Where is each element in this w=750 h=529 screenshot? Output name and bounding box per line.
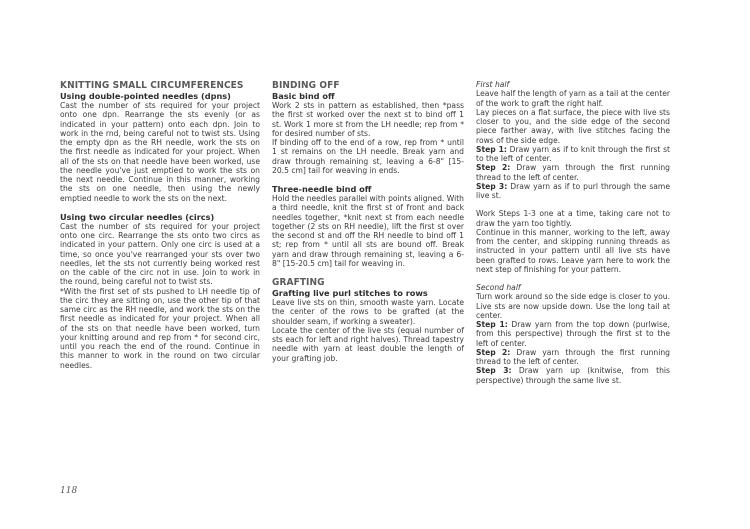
label-first-half: First half [476,80,510,89]
paragraph-grafting-1: Leave live sts on thin, smooth waste yarn. Locate the center of the rows to be grafted (at the shoulder seam, if working a sweater). [272,298,464,326]
label-second-half: Second half [476,283,521,292]
paragraph-circs-1: Cast the number of sts required for your project onto one circ. Rearrange the sts onto two circs as indicated in your pattern. Only one circ is used at a time, so once you've rearranged your sts over two needles, let the sts not currently being worked rest on the cable of the circ not in use. Join to work in the round, being careful not to twist sts. [60,221,260,287]
step-1-first-half [476,145,670,164]
step-1-second-half [476,320,670,348]
step-text: Draw yarn as if to knit through the first st to the left of center. [476,144,671,163]
section-title-grafting: GRAFTING [272,277,325,288]
step-label: Step 2: [476,347,511,357]
subheading-three-needle: Three-needle bind off [272,184,372,194]
paragraph-basic-bind-off-2: If binding off to the end of a row, rep from * until 1 st remains on the LH needle. Break yarn and draw through remaining st, leaving a 6-8" [15-20.5 cm] tail for weaving in ends. [272,138,464,175]
paragraph-first-half-2: Lay pieces on a flat surface, the piece with live sts closer to you, and the side edge of the second piece farther away, with live stitches facing the rows of the side edge. [476,107,670,145]
step-text: Draw yarn through the first running thread to the left of center. [476,163,670,182]
step-text: Draw yarn through the first running thread to the left of center. [476,347,670,366]
paragraph-repeat-1: Work Steps 1-3 one at a time, taking care not to draw the yarn too tightly. [476,209,670,228]
step-label: Step 3: [476,181,508,191]
paragraph-repeat-2: Continue in this manner, working to the left, away from the center, and skipping running threads as instructed in your pattern until all live sts have been grafted to rows. Leave yarn here to work the next step of finishing for your pattern. [476,227,670,274]
step-text: Draw yarn from the top down (purlwise, from this perspective) through the first st to the left of center. [476,320,670,348]
step-text: Draw yarn up (knitwise, from this perspective) through the same live st. [476,366,670,385]
paragraph-circs-2: *With the first set of sts pushed to LH needle tip of the circ they are sitting on, use the other tip of that same circ as the RH needle, and work the sts on the first needle as indicated for your project. When all of the sts on that needle have been worked, turn your knitting around and rep from * for second circ, until you reach the end of the round. Continue in this manner to work in the round on two circular needles. [60,286,260,370]
step-2-second-half [476,348,670,367]
step-label: Step 2: [476,163,511,173]
step-text: Draw yarn as if to purl through the same live st. [476,181,670,200]
step-label: Step 1: [476,144,507,154]
paragraph-basic-bind-off-1: Work 2 sts in pattern as established, then *pass the first st worked over the next st to bind off 1 st. Work 1 more st from the LH needle; rep from * for desired number of sts. [272,101,464,138]
step-3-first-half [476,182,670,201]
paragraph-second-half-1: Turn work around so the side edge is closer to you. Live sts are now upside down. Use the long tail at center. [476,292,670,320]
subheading-basic-bind-off: Basic bind off [272,91,335,101]
paragraph-first-half-1: Leave half the length of yarn as a tail at the center of the work to graft the right half. [476,89,670,108]
subheading-grafting-purl: Grafting live purl stitches to rows [272,288,428,298]
paragraph-three-needle: Hold the needles parallel with points aligned. With a third needle, knit the first st of front and back needles together, *knit next st from each needle together (2 sts on RH needle), lift the first st over the second st and off the RH needle to bind off 1 st; rep from * until all sts are bound off. Break yarn and draw through remaining st, leaving a 6-8" [15-20.5 cm] tail for weaving in. [272,194,464,268]
section-title-small-circumferences: KNITTING SMALL CIRCUMFERENCES [60,80,244,91]
step-label: Step 3: [476,366,512,376]
subheading-circs: Using two circular needles (circs) [60,211,215,222]
column-right [476,80,670,385]
column-left [60,80,260,370]
column-middle [272,80,464,363]
section-title-binding-off: BINDING OFF [272,80,340,91]
subheading-dpns: Using double-pointed needles (dpns) [60,91,231,101]
step-2-first-half [476,163,670,182]
page-number: 118 [60,486,78,496]
step-3-second-half [476,366,670,385]
step-label: Step 1: [476,320,508,329]
paragraph-grafting-2: Locate the center of the live sts (equal number of sts each for left and right halves). Thread tapestry needle with yarn at least double the length of your grafting job. [272,325,464,363]
paragraph-dpns: Cast the number of sts required for your project onto one dpn. Rearrange the sts evenly (or as indicated in your pattern) onto each dpn. Join to work in the rnd, being careful not to twist sts. Using the empty dpn as the RH needle, work the sts on the first needle as indicated for your project. When all of the sts on that needle have been worked, use the needle you've just emptied to work the sts on the next needle. Continue in this manner, working the sts on one needle, then using the newly emptied needle to work the sts on the next. [60,101,260,203]
